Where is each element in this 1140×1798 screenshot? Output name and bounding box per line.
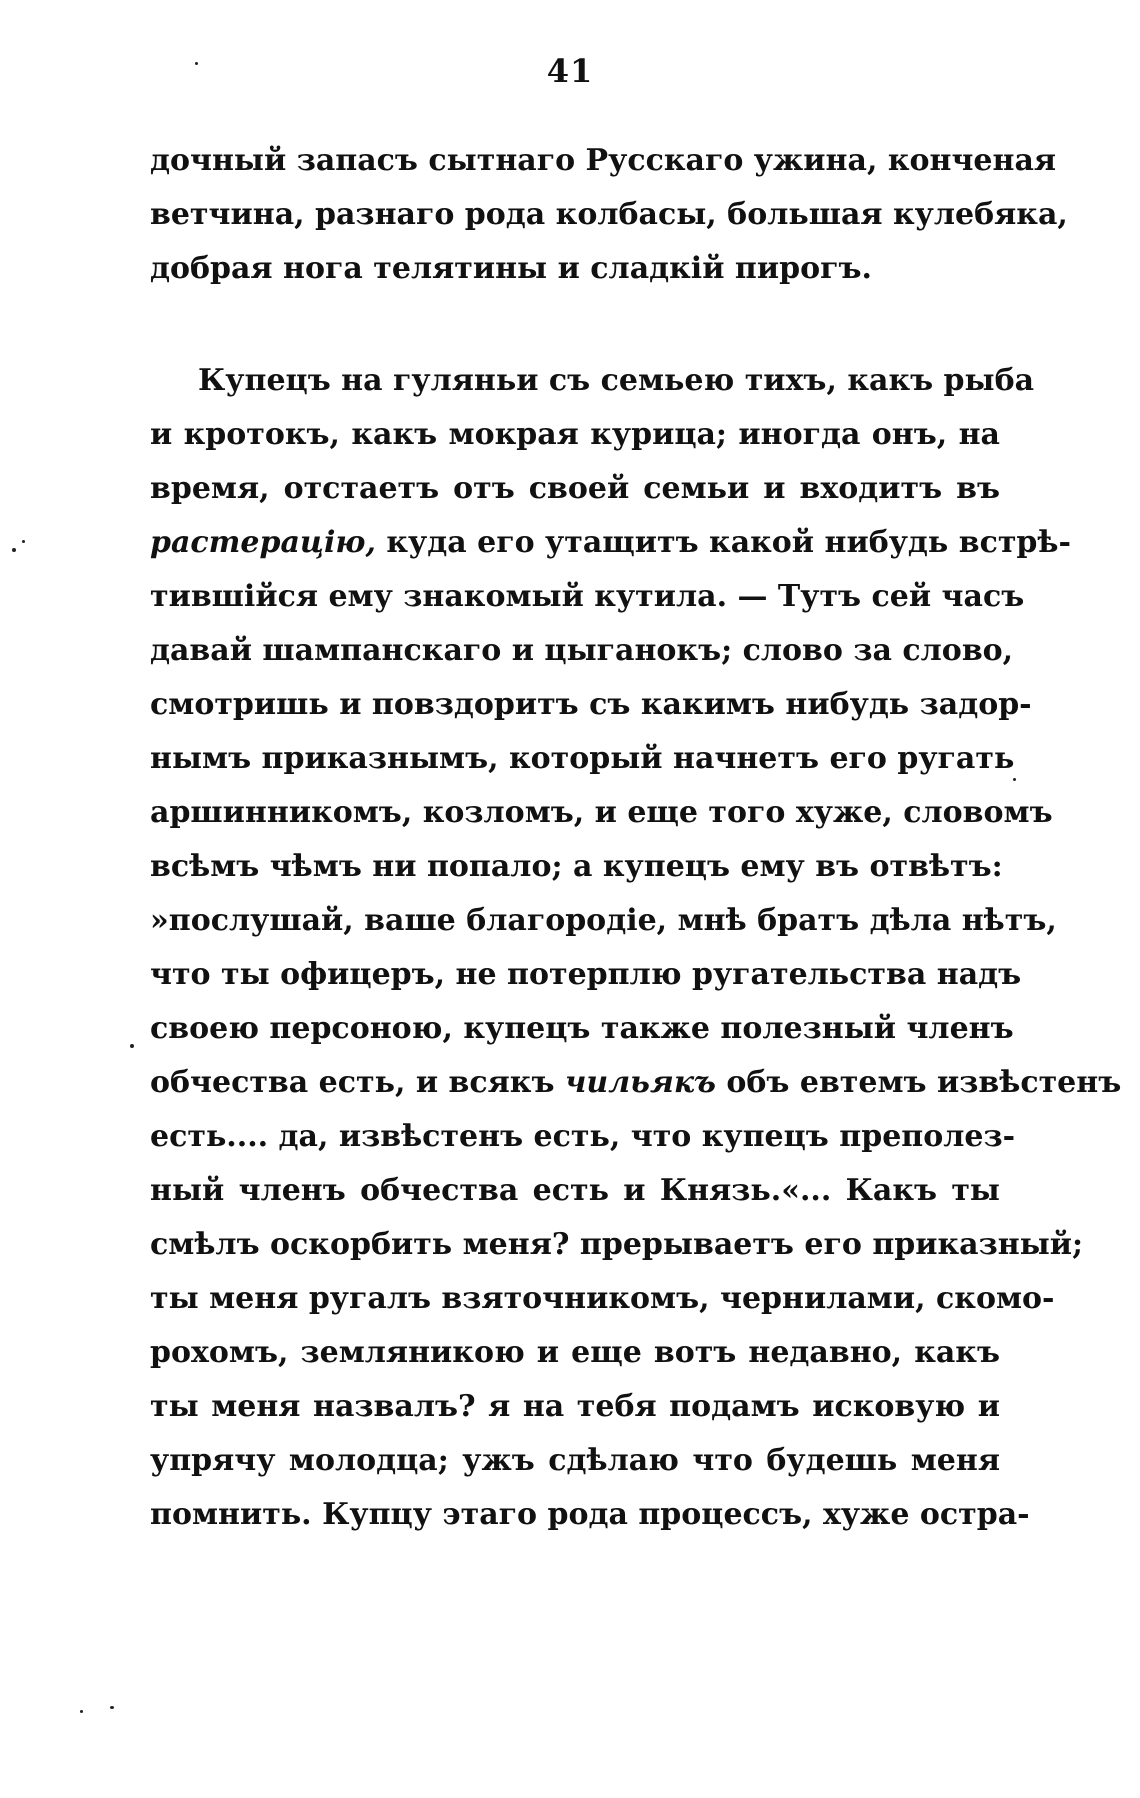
- page-number: 41: [546, 52, 594, 90]
- paragraph-2: [150, 354, 1122, 1542]
- text-line: смотришь и повздоритъ съ какимъ нибудь задор-: [150, 687, 1032, 722]
- text-line: есть.... да, извѣстенъ есть, что купецъ преполез-: [150, 1119, 1016, 1154]
- text-line: дочный запасъ сытнаго Русскаго ужина, конченая: [150, 143, 1057, 178]
- text-line: ты меня назвалъ? я на тебя подамъ исковую и: [150, 1389, 1000, 1424]
- scan-speck: [130, 1044, 134, 1048]
- text-line: всѣмъ чѣмъ ни попало; а купецъ ему въ отвѣтъ:: [150, 849, 1003, 884]
- scan-speck: [195, 62, 198, 65]
- text-line: ный членъ обчества есть и Князь.«... Какъ ты: [150, 1173, 1000, 1208]
- scan-speck: [12, 548, 16, 552]
- text-line: время, отстаетъ отъ своей семьи и входитъ въ: [150, 471, 1000, 506]
- text-segment: обчества есть, и всякъ: [150, 1065, 565, 1100]
- text-line: »послушай, ваше благородіе, мнѣ братъ дѣла нѣтъ,: [150, 903, 1057, 938]
- text-line: своею персоною, купецъ также полезный членъ: [150, 1011, 1014, 1046]
- text-line: [150, 516, 1071, 570]
- text-line: смѣлъ оскорбить меня? прерываетъ его приказный;: [150, 1227, 1084, 1262]
- text-line: аршинникомъ, козломъ, и еще того хуже, словомъ: [150, 795, 1053, 830]
- text-segment: куда его утащитъ какой нибудь встрѣ-: [375, 525, 1071, 560]
- text-line: что ты офицеръ, не потерплю ругательства надъ: [150, 957, 1022, 992]
- scan-speck: [110, 1706, 114, 1709]
- text-line: тившійся ему знакомый кутила. — Тутъ сей часъ: [150, 579, 1025, 614]
- text-line: и кротокъ, какъ мокрая курица; иногда онъ, на: [150, 417, 1000, 452]
- text-line: помнить. Купцу этаго рода процессъ, хуже остра-: [150, 1497, 1030, 1532]
- text-line: ветчина, разнаго рода колбасы, большая кулебяка,: [150, 197, 1068, 232]
- text-segment: объ евтемъ извѣстенъ: [715, 1065, 1122, 1100]
- scan-speck: [22, 540, 25, 543]
- text-line: рохомъ, земляникою и еще вотъ недавно, какъ: [150, 1335, 1000, 1370]
- text-line: добрая нога телятины и сладкій пирогъ.: [150, 251, 872, 286]
- text-line: Купецъ на гуляньи съ семьею тихъ, какъ рыба: [198, 363, 1035, 398]
- scan-speck: [1013, 778, 1016, 781]
- scan-speck: [80, 1710, 83, 1713]
- paragraph-1: [150, 134, 1068, 296]
- text-line: упрячу молодца; ужъ сдѣлаю что будешь меня: [150, 1443, 1000, 1478]
- italic-word: чильякъ: [564, 1065, 716, 1100]
- text-line: [150, 1056, 1122, 1110]
- text-line: давай шампанскаго и цыганокъ; слово за слово,: [150, 633, 1014, 668]
- text-line: нымъ приказнымъ, который начнетъ его ругать: [150, 741, 1015, 776]
- text-line: ты меня ругалъ взяточникомъ, чернилами, скомо-: [150, 1281, 1055, 1316]
- italic-word: растерацію,: [150, 525, 376, 560]
